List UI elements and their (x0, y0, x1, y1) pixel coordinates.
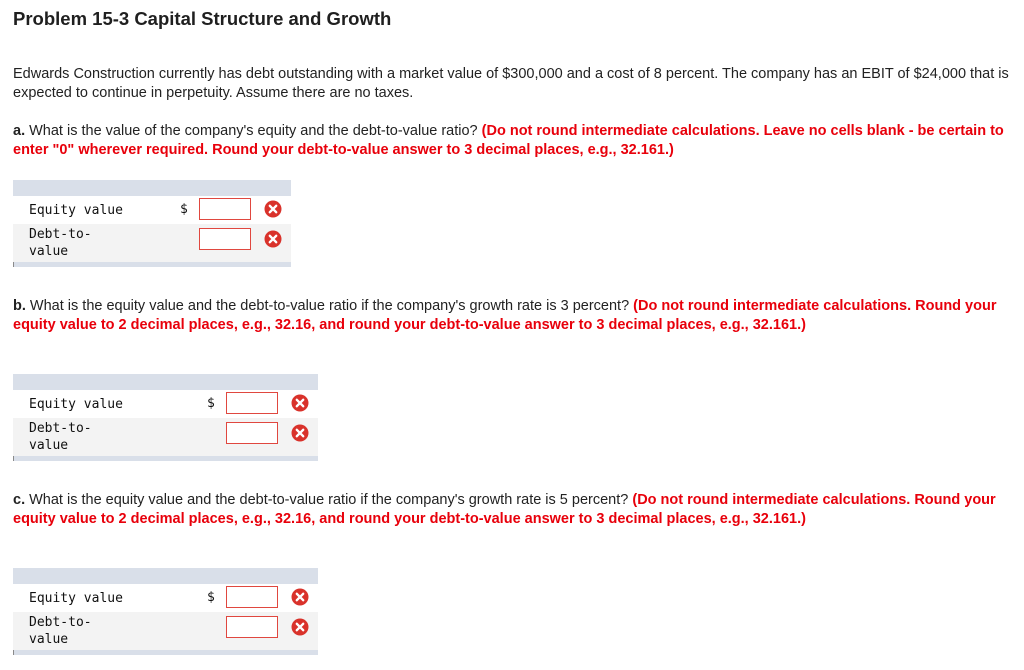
x-circle-icon (264, 200, 282, 218)
x-circle-icon (264, 230, 282, 248)
question-a (13, 122, 1013, 160)
page-title: Problem 15-3 Capital Structure and Growth (13, 8, 392, 29)
row-label: Debt-to- value (29, 227, 92, 259)
question-text: What is the value of the company's equity and the debt-to-value ratio? (25, 123, 482, 139)
question-letter: b. (13, 298, 26, 314)
currency-symbol: $ (180, 202, 188, 217)
table-footer-band (13, 650, 318, 655)
table-header-band (13, 180, 291, 196)
table-header-band (13, 374, 318, 390)
question-text: What is the equity value and the debt-to-value ratio if the company's growth rate is 3 percent? (25, 298, 634, 314)
row-label: Debt-to- value (29, 421, 92, 453)
row-label: Equity value (29, 591, 123, 606)
question-instructions: (Do not round intermediate calculations. Round your equity value to 2 decimal places, e.g., 32.16, and round your debt-to-value answer to 3 decimal places, e.g., 32.161.) (13, 492, 996, 527)
currency-symbol: $ (207, 396, 215, 411)
table-footer-band (13, 262, 291, 267)
answer-row-equity-value (13, 392, 318, 418)
answer-table-a (13, 180, 291, 270)
problem-intro: Edwards Construction currently has debt outstanding with a market value of $300,000 and a cost of 8 percent. The company has an EBIT of $24,000 that is expected to continue in perpetuity. Assume there are no taxes. (13, 66, 1009, 101)
equity-value-input[interactable] (226, 392, 278, 414)
answer-row-equity-value (13, 198, 291, 224)
x-circle-icon (291, 394, 309, 412)
equity-value-input[interactable] (226, 586, 278, 608)
x-circle-icon (291, 618, 309, 636)
question-instructions: (Do not round intermediate calculations. Round your equity value to 2 decimal places, e.g., 32.16, and round your debt-to-value answer to 3 decimal places, e.g., 32.161.) (13, 298, 997, 333)
answer-row-debt-to-value (13, 612, 318, 650)
question-text: What is the equity value and the debt-to-value ratio if the company's growth rate is 5 percent? (25, 492, 633, 508)
table-header-band (13, 568, 318, 584)
question-letter: a. (13, 123, 26, 139)
row-label: Debt-to- value (29, 615, 92, 647)
x-circle-icon (291, 588, 309, 606)
debt-to-value-input[interactable] (199, 228, 251, 250)
x-circle-icon (291, 424, 309, 442)
answer-row-debt-to-value (13, 224, 291, 262)
answer-row-debt-to-value (13, 418, 318, 456)
row-label: Equity value (29, 203, 123, 218)
table-footer-band (13, 456, 318, 461)
currency-symbol: $ (207, 590, 215, 605)
equity-value-input[interactable] (199, 198, 251, 220)
debt-to-value-input[interactable] (226, 616, 278, 638)
answer-row-equity-value (13, 586, 318, 612)
question-instructions: (Do not round intermediate calculations. Leave no cells blank - be certain to enter "0" wherever required. Round your debt-to-value answer to 3 decimal places, e.g., 32.161.) (13, 123, 1004, 158)
answer-table-c (13, 568, 318, 658)
answer-table-b (13, 374, 318, 464)
debt-to-value-input[interactable] (226, 422, 278, 444)
row-label: Equity value (29, 397, 123, 412)
question-letter: c. (13, 492, 26, 508)
question-c (13, 491, 1013, 529)
question-b (13, 297, 1013, 335)
